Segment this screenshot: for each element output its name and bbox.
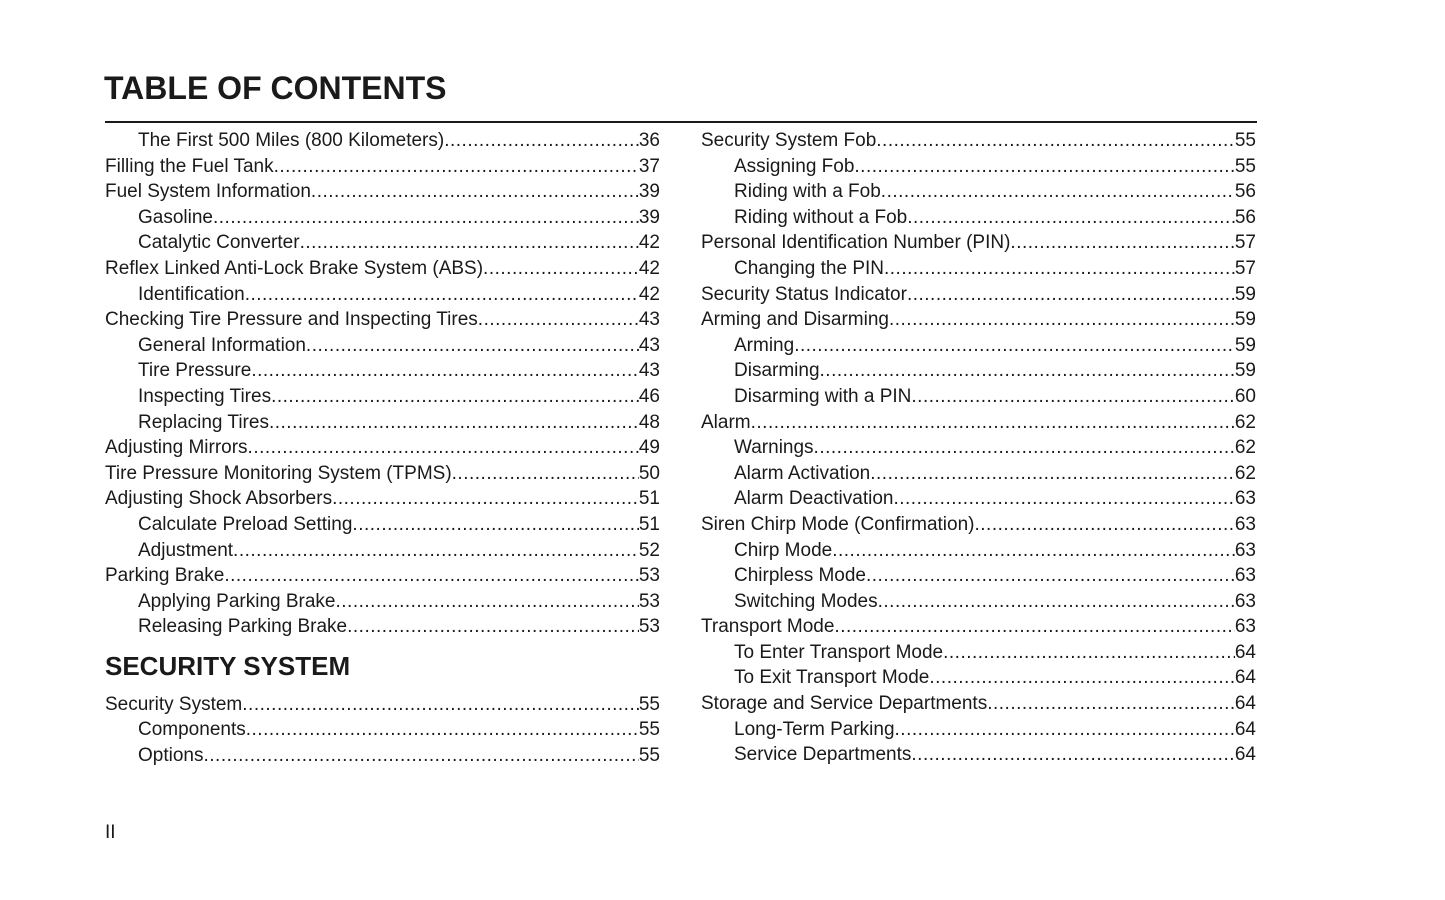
dot-leader: [233, 538, 639, 564]
toc-entry-label: Chirp Mode: [734, 539, 833, 561]
toc-list-left: [105, 128, 660, 640]
toc-entry-page: 36: [638, 130, 660, 151]
toc-entry[interactable]: [105, 230, 660, 256]
dot-leader: [870, 461, 1235, 487]
toc-entry-label: Alarm: [701, 411, 751, 433]
toc-entry[interactable]: [105, 282, 660, 308]
dot-leader: [878, 589, 1235, 615]
toc-entry[interactable]: [701, 384, 1256, 410]
toc-entry-page: 43: [638, 360, 660, 382]
toc-entry[interactable]: [701, 461, 1256, 487]
toc-entry-page: 59: [1234, 334, 1256, 356]
toc-entry[interactable]: [105, 179, 660, 205]
dot-leader: [895, 717, 1235, 743]
toc-entry-page: 64: [1234, 641, 1256, 663]
toc-entry-page: 56: [1234, 181, 1256, 203]
dot-leader: [245, 282, 639, 308]
toc-entry-label: Inspecting Tires: [138, 385, 272, 407]
toc-entry[interactable]: [701, 230, 1256, 256]
toc-entry-label: Storage and Service Departments: [701, 693, 988, 715]
toc-entry-page: 63: [1234, 590, 1256, 612]
toc-entry-label: Gasoline: [138, 206, 213, 228]
toc-entry-page: 46: [638, 385, 660, 407]
section-heading: SECURITY SYSTEM: [105, 650, 351, 681]
dot-leader: [911, 742, 1234, 768]
dot-leader: [452, 461, 639, 487]
toc-entry-page: 53: [638, 565, 660, 587]
toc-entry-label: Adjusting Shock Absorbers: [105, 488, 333, 510]
toc-entry-page: 63: [1234, 488, 1256, 510]
dot-leader: [352, 512, 638, 538]
dot-leader: [213, 205, 639, 231]
toc-entry-label: Adjusting Mirrors: [105, 437, 248, 459]
dot-leader: [866, 563, 1235, 589]
toc-entry-page: 51: [638, 488, 660, 510]
toc-entry[interactable]: [701, 486, 1256, 512]
toc-entry[interactable]: [701, 128, 1256, 154]
toc-entry-label: Filling the Fuel Tank: [105, 155, 274, 177]
toc-entry-label: Alarm Activation: [734, 462, 871, 484]
toc-entry-page: 39: [638, 181, 660, 203]
dot-leader: [987, 691, 1235, 717]
dot-leader: [854, 154, 1234, 180]
toc-entry[interactable]: [701, 614, 1256, 640]
dot-leader: [242, 692, 639, 718]
toc-left-column: [105, 128, 660, 769]
toc-entry[interactable]: [701, 665, 1256, 691]
toc-entry-label: Fuel System Information: [105, 181, 311, 203]
toc-entry-label: Identification: [138, 283, 245, 305]
toc-entry-page: 63: [1234, 565, 1256, 587]
dot-leader: [483, 256, 639, 282]
toc-entry[interactable]: [701, 538, 1256, 564]
dot-leader: [311, 179, 639, 205]
toc-entry-label: To Enter Transport Mode: [734, 641, 944, 663]
toc-entry[interactable]: [105, 358, 660, 384]
toc-entry-label: Tire Pressure: [138, 360, 252, 382]
toc-entry-label: Arming and Disarming: [701, 309, 889, 331]
page-title: TABLE OF CONTENTS: [104, 70, 447, 106]
dot-leader: [893, 486, 1234, 512]
dot-leader: [478, 307, 639, 333]
toc-entry-page: 52: [638, 539, 660, 561]
toc-entry[interactable]: [105, 538, 660, 564]
toc-entry-label: Adjustment: [138, 539, 234, 561]
toc-entry-label: Disarming: [734, 360, 820, 382]
dot-leader: [943, 640, 1235, 666]
dot-leader: [814, 435, 1235, 461]
page-number: II: [105, 822, 116, 843]
toc-entry[interactable]: [105, 743, 660, 769]
toc-entry[interactable]: [105, 435, 660, 461]
toc-entry-label: Reflex Linked Anti-Lock Brake System (ABS): [105, 257, 484, 279]
toc-entry-label: Service Departments: [734, 744, 912, 766]
toc-entry-page: 39: [638, 206, 660, 228]
toc-entry-page: 57: [1234, 232, 1256, 254]
dot-leader: [274, 154, 639, 180]
toc-entry-label: Personal Identification Number (PIN): [701, 232, 1011, 254]
toc-entry-page: 59: [1234, 360, 1256, 382]
toc-entry[interactable]: [105, 717, 660, 743]
toc-entry[interactable]: [105, 614, 660, 640]
toc-entry-page: 42: [638, 257, 660, 279]
toc-entry[interactable]: [105, 563, 660, 589]
toc-entry-page: 43: [638, 334, 660, 356]
dot-leader: [203, 743, 638, 769]
dot-leader: [889, 307, 1235, 333]
toc-entry-label: Riding without a Fob: [734, 206, 908, 228]
toc-entry[interactable]: [701, 282, 1256, 308]
dot-leader: [248, 435, 639, 461]
toc-entry-label: Riding with a Fob: [734, 181, 881, 203]
toc-entry-label: Chirpless Mode: [734, 565, 866, 587]
dot-leader: [444, 128, 639, 154]
dot-leader: [876, 128, 1235, 154]
dot-leader: [881, 179, 1235, 205]
dot-leader: [832, 538, 1235, 564]
toc-entry-page: 62: [1234, 462, 1256, 484]
toc-entry-label: Warnings: [734, 437, 814, 459]
toc-entry[interactable]: [701, 205, 1256, 231]
toc-entry[interactable]: [701, 179, 1256, 205]
toc-entry-page: 42: [638, 283, 660, 305]
toc-entry-page: 62: [1234, 411, 1256, 433]
dot-leader: [251, 358, 639, 384]
toc-entry-label: Security System Fob: [701, 130, 877, 151]
toc-entry[interactable]: [105, 589, 660, 615]
toc-entry[interactable]: [701, 640, 1256, 666]
toc-entry-label: Calculate Preload Setting: [138, 513, 353, 535]
toc-entry-page: 43: [638, 309, 660, 331]
toc-entry-label: Siren Chirp Mode (Confirmation): [701, 513, 975, 535]
dot-leader: [306, 333, 639, 359]
dot-leader: [911, 384, 1234, 410]
dot-leader: [336, 589, 639, 615]
toc-entry-label: Security System: [105, 693, 243, 715]
toc-entry[interactable]: [105, 692, 660, 718]
toc-entry[interactable]: [701, 742, 1256, 768]
toc-entry-page: 48: [638, 411, 660, 433]
toc-entry-label: Parking Brake: [105, 565, 225, 587]
toc-entry[interactable]: [105, 461, 660, 487]
dot-leader: [834, 614, 1234, 640]
toc-entry-label: Tire Pressure Monitoring System (TPMS): [105, 462, 452, 484]
toc-entry-page: 62: [1234, 437, 1256, 459]
toc-right-column: [701, 128, 1256, 768]
toc-entry[interactable]: [105, 410, 660, 436]
dot-leader: [820, 358, 1235, 384]
toc-entry-label: General Information: [138, 334, 306, 356]
toc-entry-page: 42: [638, 232, 660, 254]
toc-entry[interactable]: [701, 589, 1256, 615]
toc-entry-page: 37: [638, 155, 660, 177]
toc-entry-page: 55: [638, 719, 660, 741]
toc-entry[interactable]: [105, 256, 660, 282]
toc-entry-page: 64: [1234, 667, 1256, 689]
toc-entry-label: The First 500 Miles (800 Kilometers): [138, 130, 445, 151]
toc-entry-label: Replacing Tires: [138, 411, 269, 433]
dot-leader: [332, 486, 639, 512]
dot-leader: [884, 256, 1235, 282]
toc-entry-label: Catalytic Converter: [138, 232, 300, 254]
toc-list-right: [701, 128, 1256, 768]
toc-entry[interactable]: [701, 563, 1256, 589]
toc-entry-page: 49: [638, 437, 660, 459]
toc-entry-page: 55: [1234, 130, 1256, 151]
toc-entry-page: 53: [638, 616, 660, 638]
toc-entry[interactable]: [701, 691, 1256, 717]
dot-leader: [751, 410, 1235, 436]
toc-entry-label: Switching Modes: [734, 590, 878, 612]
toc-entry-page: 53: [638, 590, 660, 612]
toc-entry-page: 56: [1234, 206, 1256, 228]
toc-entry[interactable]: [701, 435, 1256, 461]
toc-entry[interactable]: [701, 307, 1256, 333]
toc-entry-page: 51: [638, 513, 660, 535]
title-divider: [105, 121, 1257, 123]
toc-entry-page: 55: [1234, 155, 1256, 177]
dot-leader: [929, 665, 1234, 691]
toc-entry-page: 59: [1234, 283, 1256, 305]
toc-entry-label: Assigning Fob: [734, 155, 855, 177]
toc-entry-label: Releasing Parking Brake: [138, 616, 348, 638]
toc-entry-label: Disarming with a PIN: [734, 385, 912, 407]
toc-entry[interactable]: [701, 717, 1256, 743]
dot-leader: [271, 384, 639, 410]
toc-entry-page: 57: [1234, 257, 1256, 279]
toc-entry[interactable]: [701, 410, 1256, 436]
dot-leader: [224, 563, 639, 589]
toc-entry-label: Long-Term Parking: [734, 718, 895, 740]
toc-entry[interactable]: [701, 358, 1256, 384]
toc-entry-page: 63: [1234, 513, 1256, 535]
toc-entry[interactable]: [105, 307, 660, 333]
toc-entry-label: Alarm Deactivation: [734, 488, 894, 510]
toc-entry-page: 60: [1234, 385, 1256, 407]
dot-leader: [269, 410, 639, 436]
toc-entry-label: Checking Tire Pressure and Inspecting Tires: [105, 309, 478, 331]
dot-leader: [300, 230, 639, 256]
toc-entry[interactable]: [701, 333, 1256, 359]
toc-entry[interactable]: [105, 205, 660, 231]
toc-entry[interactable]: [105, 128, 660, 154]
dot-leader: [975, 512, 1235, 538]
toc-entry-label: Options: [138, 745, 204, 767]
toc-entry-label: Components: [138, 719, 246, 741]
dot-leader: [907, 282, 1235, 308]
toc-entry-page: 63: [1234, 616, 1256, 638]
toc-entry[interactable]: [701, 256, 1256, 282]
toc-entry-label: Changing the PIN: [734, 257, 884, 279]
dot-leader: [1010, 230, 1234, 256]
dot-leader: [347, 614, 639, 640]
toc-entry-page: 55: [638, 745, 660, 767]
toc-entry-label: Security Status Indicator: [701, 283, 907, 305]
dot-leader: [246, 717, 639, 743]
toc-entry-page: 55: [638, 693, 660, 715]
toc-entry[interactable]: [105, 486, 660, 512]
toc-entry-label: Arming: [734, 334, 795, 356]
dot-leader: [794, 333, 1235, 359]
toc-entry-label: Applying Parking Brake: [138, 590, 336, 612]
toc-entry-label: To Exit Transport Mode: [734, 667, 930, 689]
toc-entry[interactable]: [701, 512, 1256, 538]
toc-entry-page: 59: [1234, 309, 1256, 331]
dot-leader: [907, 205, 1235, 231]
toc-list-security: [105, 692, 660, 769]
toc-entry[interactable]: [105, 154, 660, 180]
toc-entry-page: 64: [1234, 718, 1256, 740]
toc-entry[interactable]: [701, 154, 1256, 180]
toc-entry[interactable]: [105, 333, 660, 359]
toc-entry-page: 64: [1234, 693, 1256, 715]
toc-entry-page: 64: [1234, 744, 1256, 766]
toc-entry-page: 50: [638, 462, 660, 484]
toc-entry[interactable]: [105, 384, 660, 410]
toc-entry-label: Transport Mode: [701, 616, 835, 638]
toc-entry[interactable]: [105, 512, 660, 538]
toc-entry-page: 63: [1234, 539, 1256, 561]
